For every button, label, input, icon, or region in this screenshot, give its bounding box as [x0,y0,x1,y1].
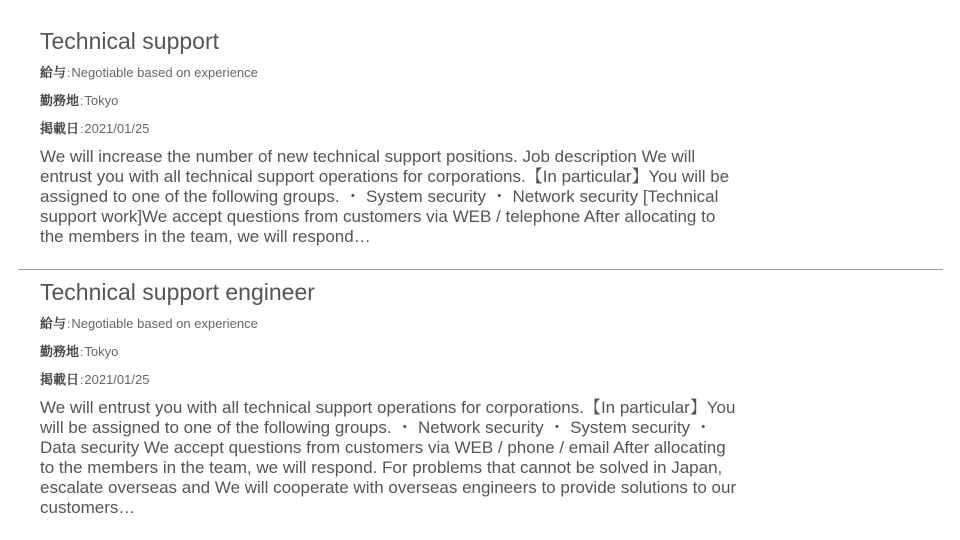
meta-separator: : [80,373,84,387]
meta-separator: : [80,345,84,359]
posted-date-row [40,120,740,137]
salary-row [40,315,740,332]
salary-label: 給与 [40,66,67,81]
meta-separator: : [67,317,71,331]
posted-date-value: 2021/01/25 [84,121,150,136]
salary-label: 給与 [40,317,67,332]
posted-date-label: 掲載日 [40,122,80,137]
posted-date-row [40,371,740,388]
salary-value: Negotiable based on experience [71,316,258,331]
job-title[interactable]: Technical support [40,28,219,54]
location-row [40,343,740,360]
job-title[interactable]: Technical support engineer [40,279,315,305]
salary-row [40,64,740,81]
job-description: We will increase the number of new technical support positions. Job description We will entrust you with all technical support operations for corporations.【In particular】You will be assigned to one of the following groups. ・ System security ・ Network security [Technical support work]We accept questions from customers via WEB / telephone After allocating to the members in the team, we will respond… [40,147,730,246]
posted-date-value: 2021/01/25 [84,372,150,387]
posted-date-label: 掲載日 [40,373,80,388]
job-listing[interactable] [40,27,740,247]
meta-separator: : [80,94,84,108]
listing-divider [18,269,943,270]
job-description: We will entrust you with all technical support operations for corporations.【In particular】You will be assigned to one of the following groups. ・ Network security ・ System security ・ Data security We accept questions from customers via WEB / phone / email After allocating to the members in the team, we will respond. For problems that cannot be solved in Japan, escalate overseas and We will cooperate with overseas engineers to provide solutions to our customers… [40,398,737,517]
salary-value: Negotiable based on experience [71,65,258,80]
location-label: 勤務地 [40,94,80,109]
job-listing[interactable] [40,278,740,518]
location-value: Tokyo [84,93,119,108]
location-value: Tokyo [84,344,119,359]
meta-separator: : [67,66,71,80]
location-row [40,92,740,109]
meta-separator: : [80,122,84,136]
location-label: 勤務地 [40,345,80,360]
